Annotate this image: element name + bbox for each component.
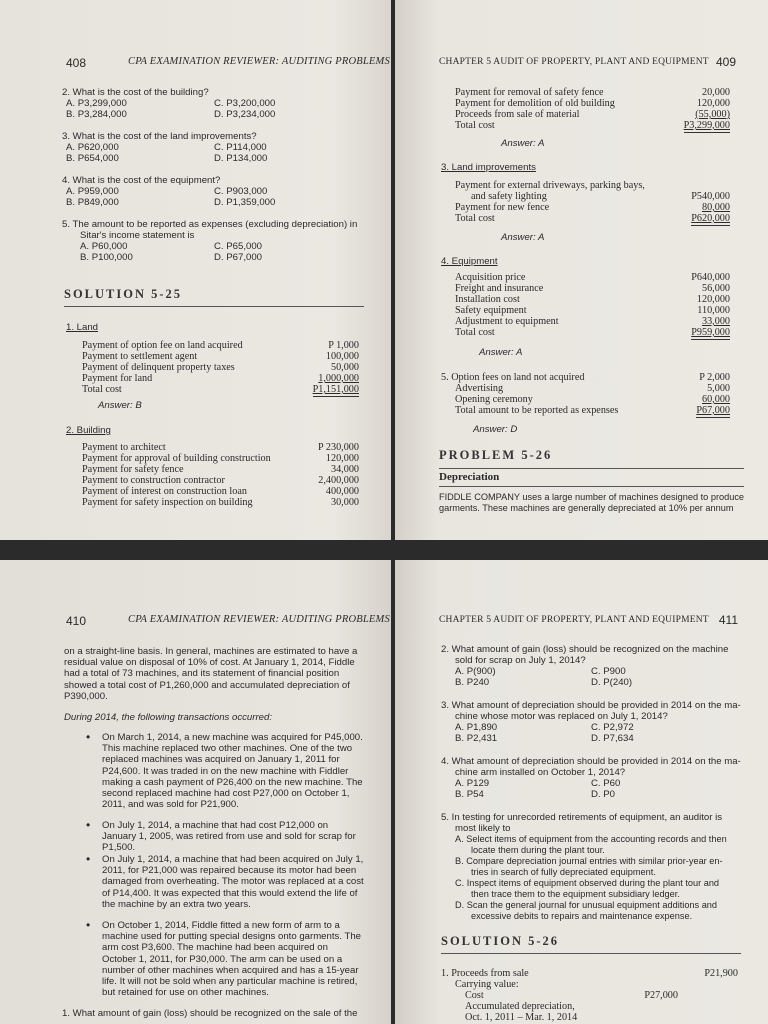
row-label: 5. Option fees on land not acquired: [441, 372, 585, 383]
solution-title: SOLUTION 5-25: [64, 287, 183, 301]
row-amount: 30,000: [330, 497, 359, 508]
intro-line: FIDDLE COMPANY uses a large number of machines designed to produce: [439, 492, 745, 502]
choice-a: A. P60,000: [80, 241, 128, 252]
question-5-cont: Sitar's income statement is: [80, 230, 195, 241]
row-label: Payment for removal of safety fence: [455, 87, 604, 98]
question-2-cont: sold for scrap on July 1, 2014?: [455, 655, 586, 666]
row-label: Acquisition price: [455, 272, 526, 283]
row-total: P3,299,000: [683, 120, 730, 131]
row-total: P620,000: [691, 213, 730, 224]
choice-b-cont: tries in search of fully depreciated equipment.: [471, 867, 656, 877]
question-3-cont: chine whose motor was replaced on July 1, 2014?: [455, 711, 668, 722]
intro-paragraph: on a straight-line basis. In general, machines are estimated to have a residual value on disposal of 10% of cost. At January 1, 2014, Fiddle had a total of 73 machines, and its statement of financial position showed a total cost of P1,260,000 and accumulated depreciation of P390,000.: [64, 646, 358, 702]
row-label: Payment to settlement agent: [82, 351, 198, 362]
row-label: Proceeds from sale of material: [455, 109, 580, 120]
choice-c: C. P900: [591, 666, 626, 677]
chapter-head: CHAPTER 5 AUDIT OF PROPERTY, PLANT AND EQUIPMENT: [439, 615, 709, 625]
row-amount: P540,000: [691, 191, 730, 202]
row-amount: 120,000: [325, 453, 359, 464]
row-amount: 5,000: [707, 383, 730, 394]
row-amount: 80,000: [701, 202, 730, 213]
page-409: [395, 0, 768, 540]
choice-d-cont: excessive debits to repairs and maintenance expense.: [471, 911, 693, 921]
row-amount: P 1,000: [328, 340, 359, 351]
row-amount: 400,000: [325, 486, 359, 497]
row-label: Payment to architect: [82, 442, 166, 453]
choice-c: C. P2,972: [591, 722, 634, 733]
question-4: 4. What amount of depreciation should be provided in 2014 on the ma-: [441, 756, 741, 767]
choice-c: C. P60: [591, 778, 621, 789]
running-head: CPA EXAMINATION REVIEWER: AUDITING PROBLEMS: [128, 614, 390, 625]
row-label: Total cost: [455, 327, 495, 338]
chapter-head: CHAPTER 5 AUDIT OF PROPERTY, PLANT AND EQUIPMENT: [439, 57, 709, 67]
divider: [439, 486, 744, 487]
row-label: Carrying value:: [455, 979, 519, 990]
transaction-item: On October 1, 2014, Fiddle fitted a new form of arm to a machine used for putting special designs onto garments. The arm cost P3,600. The machine had been acquired on October 1, 2011, for P30,000. The arm can be used on a number of other machines when acquired and has a 15-year life. It will not be sold when any particular machine is retired, but retained for use on other machines.: [102, 920, 362, 999]
row-label: Cost: [465, 990, 484, 1001]
bullet-icon: •: [86, 852, 91, 866]
question-5: 5. The amount to be reported as expenses (excluding depreciation) in: [62, 219, 358, 230]
choice-b: B. P2,431: [455, 733, 498, 744]
topic-heading: Depreciation: [439, 471, 500, 483]
page-number: 411: [718, 613, 738, 627]
row-amount: 120,000: [696, 98, 730, 109]
answer: Answer: A: [501, 232, 545, 243]
question-3: 3. What is the cost of the land improvements?: [62, 131, 257, 142]
row-label: Oct. 1, 2011 – Mar. 1, 2014: [465, 1012, 578, 1023]
building-heading: 2. Building: [66, 425, 111, 436]
row-total: P959,000: [691, 327, 730, 338]
bullet-icon: •: [86, 918, 91, 932]
row-label: Adjustment to equipment: [455, 316, 559, 327]
row-total: P67,000: [696, 405, 730, 416]
intro-line: garments. These machines are generally depreciated at 10% per annum: [439, 503, 734, 513]
row-amount: P27,000: [644, 990, 678, 1001]
row-amount: 20,000: [701, 87, 730, 98]
row-label: Payment for land: [82, 373, 153, 384]
row-amount: 60,000: [701, 394, 730, 405]
choice-b: B. P654,000: [66, 153, 119, 164]
question-2: 2. What is the cost of the building?: [62, 87, 209, 98]
transaction-item: On July 1, 2014, a machine that had been acquired on July 1, 2011, for P21,000 was repaired because its motor had been damaged from overheating. The motor was replaced at a cost of P14,400. It was expected that this would extend the life of the machine by an extra two years.: [102, 854, 364, 910]
question-4-cont: chine arm installed on October 1, 2014?: [455, 767, 626, 778]
running-head: CPA EXAMINATION REVIEWER: AUDITING PROBLEMS: [128, 56, 390, 67]
divider: [441, 953, 741, 954]
row-label: Payment for safety fence: [82, 464, 184, 475]
row-label: Opening ceremony: [455, 394, 533, 405]
choice-d: D. P0: [591, 789, 615, 800]
row-label: Payment for new fence: [455, 202, 550, 213]
row-label: Accumulated depreciation,: [465, 1001, 575, 1012]
choice-d: D. P1,359,000: [214, 197, 276, 208]
equipment-heading: 4. Equipment: [441, 256, 498, 267]
row-label: Payment to construction contractor: [82, 475, 225, 486]
row-amount: 56,000: [701, 283, 730, 294]
row-label: Advertising: [455, 383, 504, 394]
row-label: Payment of interest on construction loan: [82, 486, 247, 497]
row-label: Payment of delinquent property taxes: [82, 362, 235, 373]
choice-d: D. P67,000: [214, 252, 263, 263]
row-label: Installation cost: [455, 294, 520, 305]
choice-a: A. P(900): [455, 666, 496, 677]
question-3: 3. What amount of depreciation should be provided in 2014 on the ma-: [441, 700, 741, 711]
question-5-cont: most likely to: [455, 823, 511, 834]
page-410: [0, 560, 391, 1024]
row-label: Payment for approval of building construction: [82, 453, 271, 464]
row-total: P1,151,000: [312, 384, 359, 395]
choice-b: B. P100,000: [80, 252, 133, 263]
choice-d: D. P(240): [591, 677, 633, 688]
row-amount: 33,000: [701, 316, 730, 327]
row-label: Total cost: [455, 120, 495, 131]
row-amount: 100,000: [325, 351, 359, 362]
row-amount: (55,000): [695, 109, 730, 120]
page-number: 409: [715, 55, 736, 69]
choice-d: D. P3,234,000: [214, 109, 276, 120]
row-label: Safety equipment: [455, 305, 527, 316]
bullet-icon: •: [86, 730, 91, 744]
row-amount: 50,000: [330, 362, 359, 373]
problem-title: PROBLEM 5-26: [439, 448, 553, 462]
choice-a: A. Select items of equipment from the accounting records and then: [455, 834, 727, 844]
transaction-item: On July 1, 2014, a machine that had cost P12,000 on January 1, 2005, was retired from use and sold for scrap for P1,500.: [102, 820, 356, 854]
choice-a: A. P3,299,000: [66, 98, 127, 109]
row-label: Total amount to be reported as expenses: [455, 405, 619, 416]
choice-b: B. P849,000: [66, 197, 119, 208]
divider: [439, 468, 744, 469]
choice-a: A. P1,890: [455, 722, 498, 733]
choice-c-cont: then trace them to the equipment subsidiary ledger.: [471, 889, 680, 899]
answer: Answer: A: [479, 347, 523, 358]
question-4: 4. What is the cost of the equipment?: [62, 175, 221, 186]
choice-a: A. P129: [455, 778, 490, 789]
row-label: 1. Proceeds from sale: [441, 968, 529, 979]
choice-a: A. P620,000: [66, 142, 119, 153]
row-amount: P 2,000: [699, 372, 730, 383]
row-label: Payment for demolition of old building: [455, 98, 615, 109]
row-amount: P 230,000: [318, 442, 359, 453]
row-amount: P640,000: [691, 272, 730, 283]
choice-d: D. P7,634: [591, 733, 634, 744]
page-408: [0, 0, 391, 540]
land-improvements-heading: 3. Land improvements: [441, 162, 536, 173]
row-amount: 2,400,000: [318, 475, 359, 486]
choice-b: B. P54: [455, 789, 484, 800]
bullet-icon: •: [86, 818, 91, 832]
transaction-item: On March 1, 2014, a new machine was acquired for P45,000. This machine replaced two other machines. One of the two replaced machines was acquired on January 1, 2011 for P24,600. It was traded in on the new machine with Fiddler making a cash payment of P26,400 on the new machine. The second replaced machine had cost P27,000 on October 1, 2011, and was sold for P21,900.: [102, 732, 363, 811]
row-amount: 120,000: [696, 294, 730, 305]
page-number: 410: [66, 614, 87, 628]
answer: Answer: A: [501, 138, 545, 149]
row-amount: P21,900: [704, 968, 738, 979]
row-label-cont: and safety lighting: [471, 191, 547, 202]
choice-c: C. P903,000: [214, 186, 268, 197]
answer: Answer: B: [98, 400, 142, 411]
solution-title: SOLUTION 5-26: [441, 934, 560, 948]
page-number: 408: [66, 56, 87, 70]
row-amount: 1,000,000: [318, 373, 359, 384]
choice-d: D. P134,000: [214, 153, 268, 164]
question-5: 5. In testing for unrecorded retirements of equipment, an auditor is: [441, 812, 723, 823]
choice-d: D. Scan the general journal for unusual equipment additions and: [455, 900, 718, 910]
choice-b: B. P3,284,000: [66, 109, 127, 120]
choice-c: C. P114,000: [214, 142, 267, 153]
row-amount: 110,000: [697, 305, 730, 316]
row-label: Payment for safety inspection on building: [82, 497, 253, 508]
question-1: 1. What amount of gain (loss) should be recognized on the sale of the: [62, 1008, 358, 1019]
choice-c: C. P3,200,000: [214, 98, 276, 109]
page-411: [395, 560, 768, 1024]
row-label: Total cost: [82, 384, 122, 395]
choice-b: B. Compare depreciation journal entries with similar prior-year en-: [455, 856, 723, 866]
question-2: 2. What amount of gain (loss) should be recognized on the machine: [441, 644, 729, 655]
land-heading: 1. Land: [66, 322, 99, 333]
answer: Answer: D: [473, 424, 518, 435]
choice-c: C. P65,000: [214, 241, 263, 252]
section-lead: During 2014, the following transactions occurred:: [64, 712, 272, 723]
choice-c: C. Inspect items of equipment observed during the plant tour and: [455, 878, 720, 888]
choice-a: A. P959,000: [66, 186, 119, 197]
row-amount: 34,000: [330, 464, 359, 475]
row-label: Payment of option fee on land acquired: [82, 340, 243, 351]
row-label: Total cost: [455, 213, 495, 224]
row-label: Payment for external driveways, parking bays,: [455, 180, 645, 191]
choice-a-cont: locate them during the plant tour.: [471, 845, 605, 855]
divider: [64, 306, 364, 307]
row-label: Freight and insurance: [455, 283, 544, 294]
choice-b: B. P240: [455, 677, 490, 688]
